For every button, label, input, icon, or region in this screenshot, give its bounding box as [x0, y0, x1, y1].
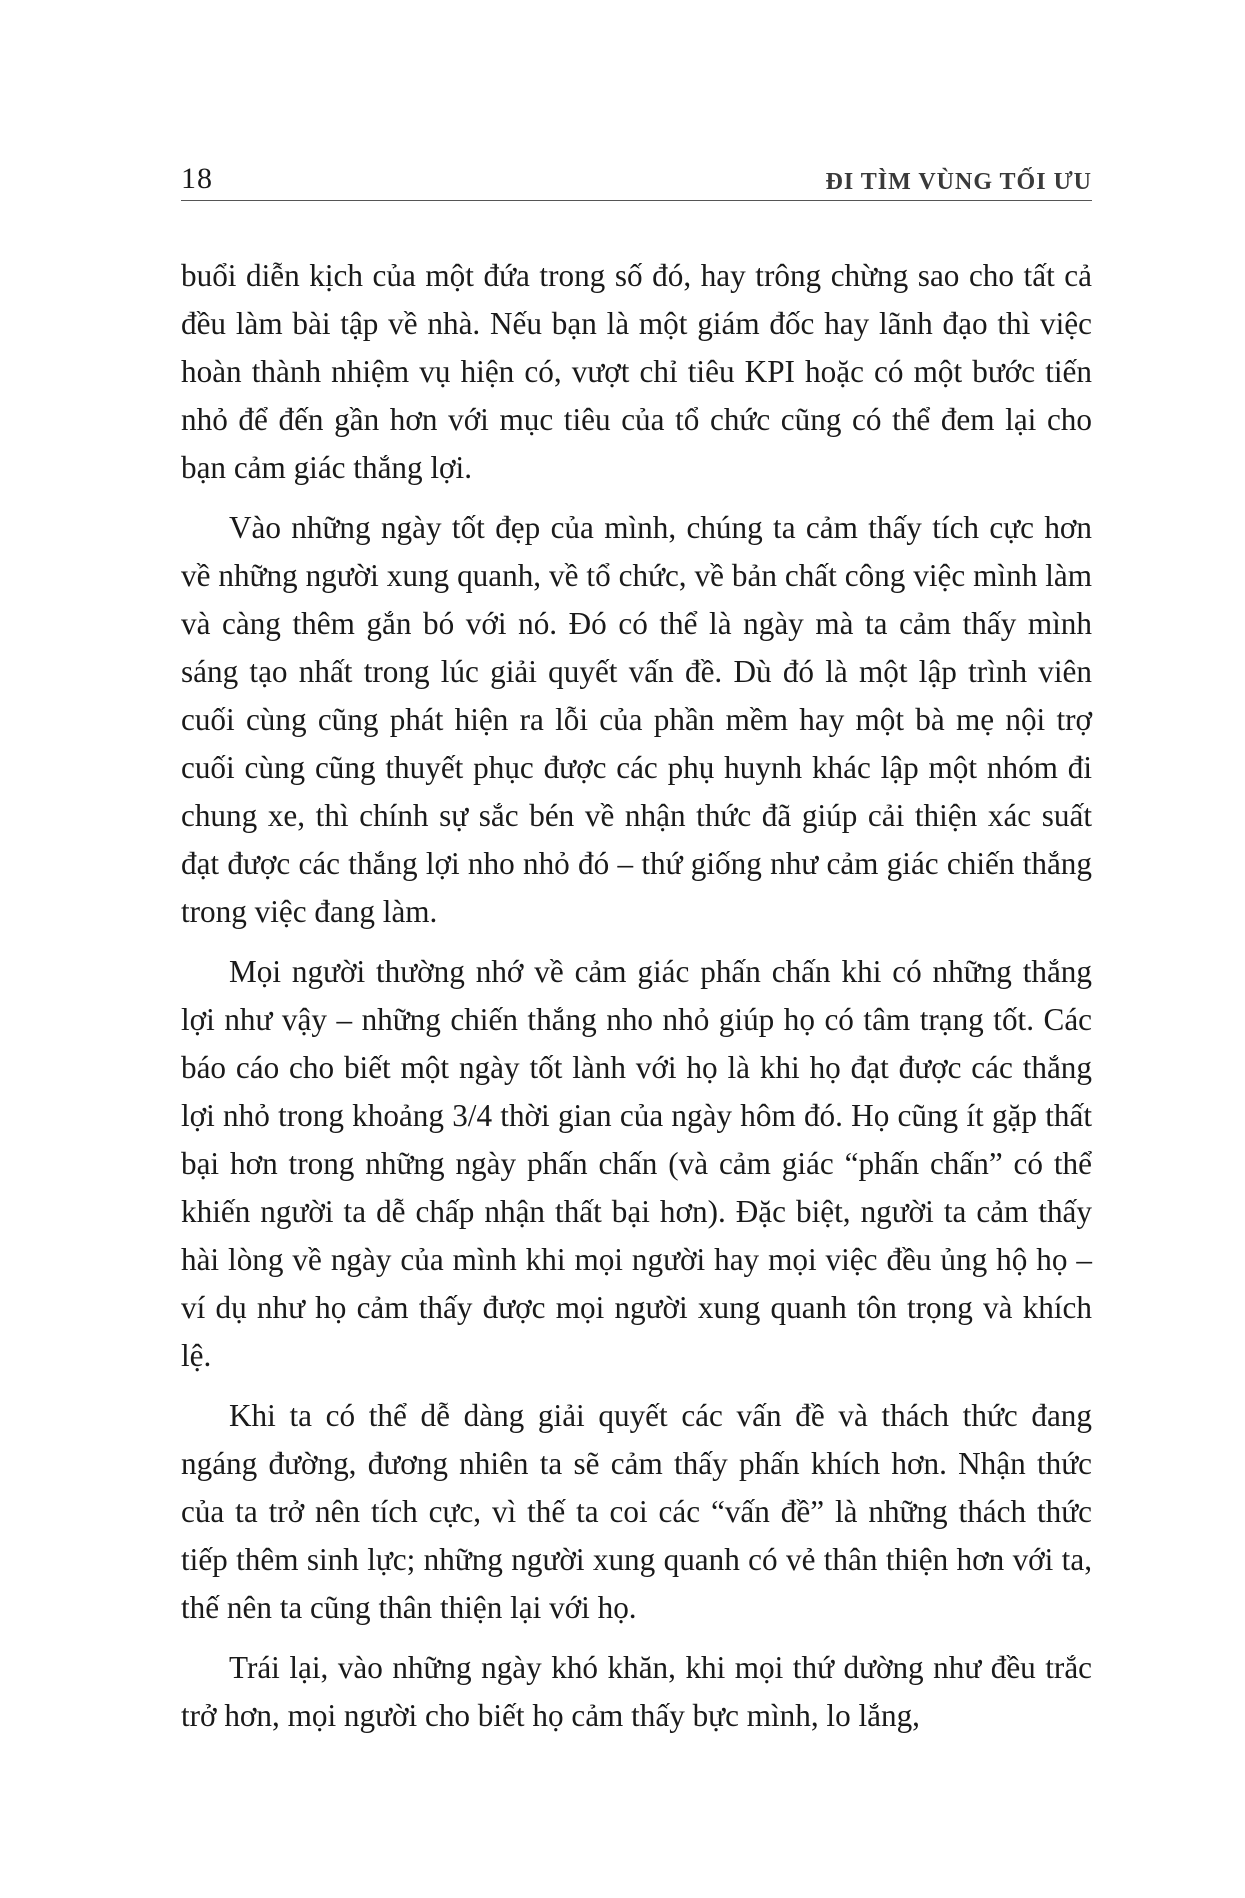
paragraph-5: Trái lại, vào những ngày khó khăn, khi mọi thứ dường như đều trắc trở hơn, mọi người cho biết họ cảm thấy bực mình, lo lắng, [181, 1650, 1092, 1733]
paragraph-2: Vào những ngày tốt đẹp của mình, chúng ta cảm thấy tích cực hơn về những người xung quanh, về tổ chức, về bản chất công việc mình làm và càng thêm gắn bó với nó. Đó có thể là ngày mà ta cảm thấy mình sáng tạo nhất trong lúc giải quyết vấn đề. Dù đó là một lập trình viên cuối cùng cũng phát hiện ra lỗi của phần mềm hay một bà mẹ nội trợ cuối cùng cũng thuyết phục được các phụ huynh khác lập một nhóm đi chung xe, thì chính sự sắc bén về nhận thức đã giúp cải thiện xác suất đạt được các thắng lợi nho nhỏ đó – thứ giống như cảm giác chiến thắng trong việc đang làm. [181, 510, 1092, 929]
body-text [181, 252, 1092, 1752]
running-title: ĐI TÌM VÙNG TỐI ƯU [825, 169, 1092, 195]
page-header [181, 160, 1092, 201]
paragraph-3: Mọi người thường nhớ về cảm giác phấn chấn khi có những thắng lợi như vậy – những chiến thắng nho nhỏ giúp họ có tâm trạng tốt. Các báo cáo cho biết một ngày tốt lành với họ là khi họ đạt được các thắng lợi nhỏ trong khoảng 3/4 thời gian của ngày hôm đó. Họ cũng ít gặp thất bại hơn trong những ngày phấn chấn (và cảm giác “phấn chấn” có thể khiến người ta dễ chấp nhận thất bại hơn). Đặc biệt, người ta cảm thấy hài lòng về ngày của mình khi mọi người hay mọi việc đều ủng hộ họ – ví dụ như họ cảm thấy được mọi người xung quanh tôn trọng và khích lệ. [181, 954, 1092, 1373]
paragraph-4: Khi ta có thể dễ dàng giải quyết các vấn đề và thách thức đang ngáng đường, đương nhiên ta sẽ cảm thấy phấn khích hơn. Nhận thức của ta trở nên tích cực, vì thế ta coi các “vấn đề” là những thách thức tiếp thêm sinh lực; những người xung quanh có vẻ thân thiện hơn với ta, thế nên ta cũng thân thiện lại với họ. [181, 1398, 1092, 1625]
page-number: 18 [181, 162, 213, 195]
paragraph-1: buổi diễn kịch của một đứa trong số đó, hay trông chừng sao cho tất cả đều làm bài tập về nhà. Nếu bạn là một giám đốc hay lãnh đạo thì việc hoàn thành nhiệm vụ hiện có, vượt chỉ tiêu KPI hoặc có một bước tiến nhỏ để đến gần hơn với mục tiêu của tổ chức cũng có thể đem lại cho bạn cảm giác thắng lợi. [181, 258, 1092, 485]
